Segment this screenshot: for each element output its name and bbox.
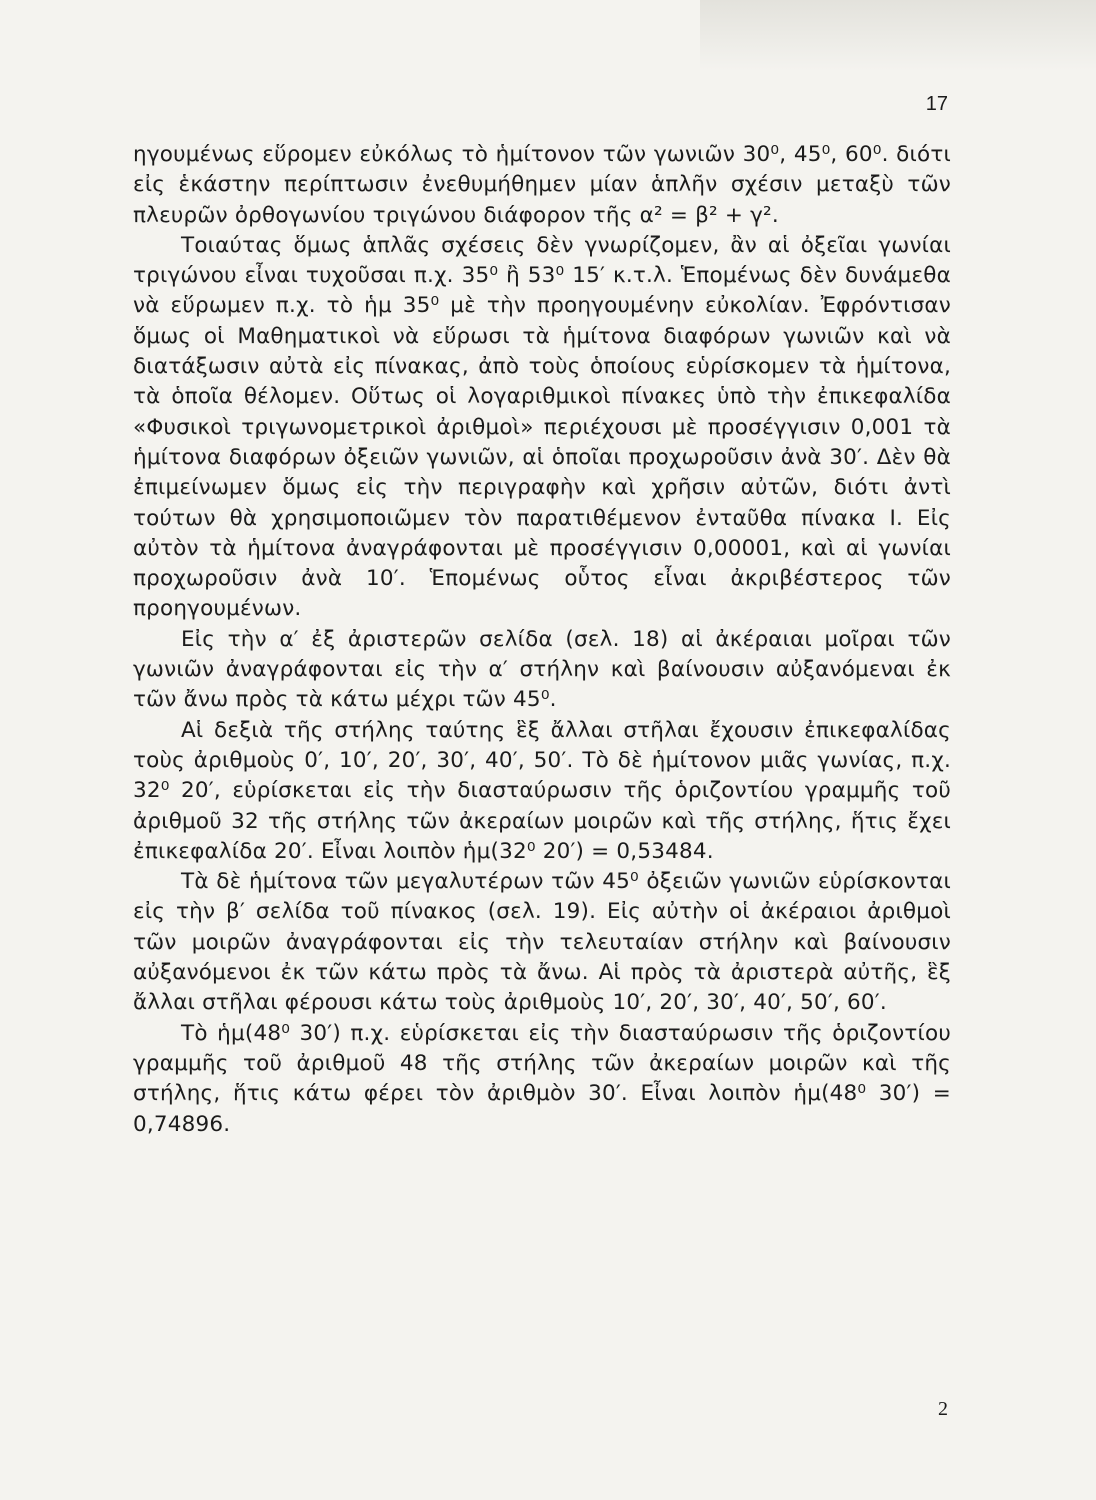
signature-mark: 2 <box>938 1398 948 1420</box>
paragraph-1: ηγουμένως εὕρομεν εὐκόλως τὸ ἡμίτονον τῶν γωνιῶν 30⁰, 45⁰, 60⁰. διότι εἰς ἑκάστην περίπτωσιν ἐνεθυμήθημεν μίαν ἁπλῆν σχέσιν μεταξὺ τῶν πλευρῶν ὀρθογωνίου τριγώνου διάφορον τῆς α² = β² + γ². <box>133 142 951 228</box>
paragraph-3: Εἰς τὴν α′ ἐξ ἀριστερῶν σελίδα (σελ. 18) αἱ ἀκέραιαι μοῖραι τῶν γωνιῶν ἀναγράφονται εἰς τὴν α′ στήλην καὶ βαίνουσιν αὐξανόμεναι ἐκ τῶν ἄνω πρὸς τὰ κάτω μέχρι τῶν 45⁰. <box>133 626 951 713</box>
page-number: 17 <box>925 93 948 115</box>
paragraph-6: Τὸ ἡμ(48⁰ 30′) π.χ. εὑρίσκεται εἰς τὴν διασταύρωσιν τῆς ὁριζοντίου γραμμῆς τοῦ ἀριθμοῦ 48 τῆς στήλης τῶν ἀκεραίων μοιρῶν καὶ τῆς στήλης, ἥτις κάτω φέρει τὸν ἀριθμὸν 30′. Εἶναι λοιπὸν ἡμ(48⁰ 30′) = 0,74896. <box>133 1020 951 1137</box>
body-text <box>133 140 951 1140</box>
paragraph-5: Τὰ δὲ ἡμίτονα τῶν μεγαλυτέρων τῶν 45⁰ ὀξειῶν γωνιῶν εὑρίσκονται εἰς τὴν β′ σελίδα τοῦ πίνακος (σελ. 19). Εἰς αὐτὴν οἱ ἀκέραιοι ἀριθμοὶ τῶν μοιρῶν ἀναγράφονται εἰς τὴν τελευταίαν στήλην καὶ βαίνουσιν αὐξανόμενοι ἐκ τῶν κάτω πρὸς τὰ ἄνω. Αἱ πρὸς τὰ ἀριστερὰ αὐτῆς, ἓξ ἄλλαι στῆλαι φέρουσι κάτω τοὺς ἀριθμοὺς 10′, 20′, 30′, 40′, 50′, 60′. <box>133 869 951 1016</box>
paragraph-2: Τοιαύτας ὅμως ἁπλᾶς σχέσεις δὲν γνωρίζομεν, ἂν αἱ ὀξεῖαι γωνίαι τριγώνου εἶναι τυχοῦσαι π.χ. 35⁰ ἢ 53⁰ 15′ κ.τ.λ. Ἑπομένως δὲν δυνάμεθα νὰ εὕρωμεν π.χ. τὸ ἡμ 35⁰ μὲ τὴν προηγουμένην εὐκολίαν. Ἐφρόντισαν ὅμως οἱ Μαθηματικοὶ νὰ εὕρωσι τὰ ἡμίτονα διαφόρων γωνιῶν καὶ νὰ διατάξωσιν αὐτὰ εἰς πίνακας, ἀπὸ τοὺς ὁποίους εὑρίσκομεν τὰ ἡμίτονα, τὰ ὁποῖα θέλομεν. Οὕτως οἱ λογαριθμικοὶ πίνακες ὑπὸ τὴν ἐπικεφαλίδα «Φυσικοὶ τριγωνομετρικοὶ ἀριθμοὶ» περιέχουσι μὲ προσέγγισιν 0,001 τὰ ἡμίτονα διαφόρων ὀξειῶν γωνιῶν, αἱ ὁποῖαι προχωροῦσιν ἀνὰ 30′. Δὲν θὰ ἐπιμείνωμεν ὅμως εἰς τὴν περιγραφὴν καὶ χρῆσιν αὐτῶν, διότι ἀντὶ τούτων θὰ χρησιμοποιῶμεν τὸν παρατιθέμενον ἐνταῦθα πίνακα Ι. Εἰς αὐτὸν τὰ ἡμίτονα ἀναγράφονται μὲ προσέγγισιν 0,00001, καὶ αἱ γωνίαι προχωροῦσιν ἀνὰ 10′. Ἑπομένως οὗτος εἶναι ἀκριβέστερος τῶν προηγουμένων. <box>133 232 951 622</box>
paragraph-4: Αἱ δεξιὰ τῆς στήλης ταύτης ἓξ ἄλλαι στῆλαι ἔχουσιν ἐπικεφαλίδας τοὺς ἀριθμοὺς 0′, 10′, 20′, 30′, 40′, 50′. Τὸ δὲ ἡμίτονον μιᾶς γωνίας, π.χ. 32⁰ 20′, εὑρίσκεται εἰς τὴν διασταύρωσιν τῆς ὁριζοντίου γραμμῆς τοῦ ἀριθμοῦ 32 τῆς στήλης τῶν ἀκεραίων μοιρῶν καὶ τῆς στήλης, ἥτις ἔχει ἐπικεφαλίδα 20′. Εἶναι λοιπὸν ἡμ(32⁰ 20′) = 0,53484. <box>133 717 951 864</box>
scan-bleed-through <box>700 0 1096 70</box>
